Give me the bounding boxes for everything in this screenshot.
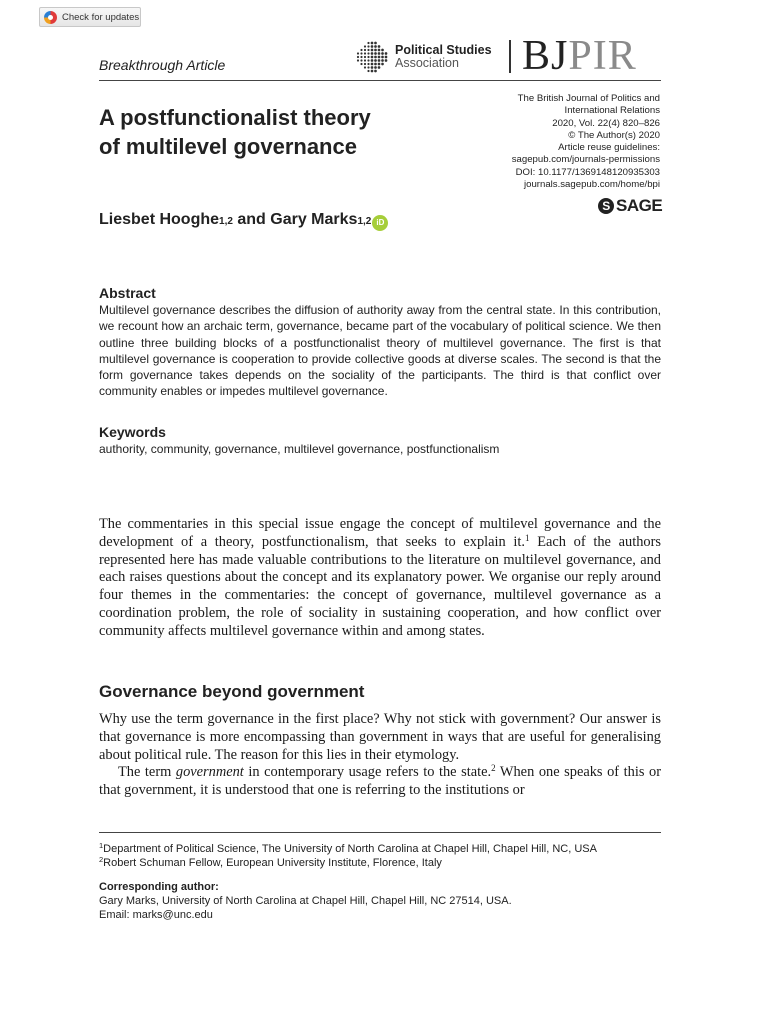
psa-wordmark [395,44,492,70]
corresponding-author [99,880,661,922]
logo-dot [371,49,374,52]
psa-line1: Political Studies [395,43,492,57]
logo-dot [360,59,362,61]
logo-dot [381,63,384,66]
author-name: Liesbet Hooghe [99,211,220,228]
logo-dot [371,63,374,66]
sage-s-icon: S [598,198,614,214]
affiliation-marker: 1,2 [219,216,233,227]
logo-dot [374,49,377,52]
header-divider [99,80,661,81]
body-paragraph [99,764,661,800]
logo-dot [364,66,366,68]
logo-dot [371,66,374,69]
logo-dot [385,52,388,55]
logo-dot [374,56,377,59]
journal-logo [522,33,637,79]
logo-dot [360,52,362,54]
abstract-heading: Abstract [99,285,156,301]
logo-dot [374,63,377,66]
check-for-updates-label: Check for updates [62,11,140,23]
logo-dot [371,59,374,62]
logo-dot [381,59,384,62]
footnote-marker[interactable]: 2 [491,763,496,773]
journal-info [430,93,660,191]
logo-dot [364,45,366,47]
logo-dot [367,49,369,51]
logo-dot [371,52,374,55]
logo-dot [360,56,362,58]
intro-text: Each of the authors represented here has made valuable contributions to the literature on multilevel governance, and each raises questions about the concept and its explanatory power. We organise our reply around four themes in the commentaries: the concept of governance, multilevel governance as a coordination problem, the role of sociality in sustaining cooperation, and how conflict over community affects multilevel governance within and among states. [99,533,661,639]
journal-logo-bj: BJ [522,33,569,79]
affiliation-text: Department of Political Science, The University of North Carolina at Chapel Hill, Chapel Hill, NC, USA [103,843,597,855]
logo-dot [364,56,366,58]
political-studies-association-logo-icon [356,41,388,73]
journal-info-line: Article reuse guidelines: [558,142,660,154]
logo-dot [374,70,377,73]
logo-dot [367,70,369,72]
sage-logo [598,196,662,216]
body-text: in contemporary usage refers to the state. [243,764,492,780]
body-text: When one speaks of this or that government, it is understood that one is referring to the institutions or [99,764,661,798]
logo-dot [367,45,369,47]
intro-paragraph [99,516,661,641]
intro-text: The commentaries in this special issue engage the concept of multilevel governance and the development of a theory, postfunctionalism, that seeks to explain it. [99,516,661,550]
journal-home-link[interactable]: journals.sagepub.com/home/bpi [524,179,660,191]
logo-dot [381,49,384,52]
logo-dot [364,49,366,51]
doi-link[interactable]: DOI: 10.1177/1369148120935303 [515,166,660,178]
logo-dot [371,42,374,45]
check-for-updates-button[interactable] [39,7,141,27]
logo-dot [367,42,369,44]
logo-dot [378,63,381,66]
affiliation-number: 2 [99,855,104,864]
logo-dot [367,59,369,61]
logo-dot [357,59,359,61]
journal-info-line: The British Journal of Politics and [517,93,660,104]
body-text: The term [118,764,176,780]
logo-dot [364,63,366,65]
logo-dot [378,45,381,48]
logo-dot [374,45,377,48]
affiliation-number: 1 [99,841,104,850]
logo-dot [364,52,366,54]
logo-dot [367,66,369,68]
logo-dot [371,56,374,59]
crossmark-icon [44,11,57,24]
article-type-label: Breakthrough Article [99,57,226,73]
logo-dot [364,59,366,61]
logo-dot [374,59,377,62]
logo-dot [360,63,362,65]
emphasized-term: government [175,764,244,780]
logo-dot [381,52,384,55]
journal-logo-pir: PIR [568,33,637,79]
author-list [99,211,388,230]
logo-dot [371,45,374,48]
footnote-marker[interactable]: 1 [525,532,530,543]
journal-info-line: © The Author(s) 2020 [568,129,660,141]
psa-line2: Association [395,56,459,70]
logo-dot [357,56,359,58]
affiliation-text: Robert Schuman Fellow, European University Institute, Florence, Italy [103,857,442,869]
section-heading: Governance beyond government [99,682,365,701]
body-paragraph: Why use the term governance in the first place? Why not stick with government? Our answer is that governance is more encompassing than government in ways that are useful for generalising about political rule. The reason for this lies in their etymology. [99,711,661,763]
logo-dot [378,59,381,62]
journal-info-line: International Relations [564,105,660,117]
affiliation-line [99,842,661,856]
affiliations [99,842,661,870]
logo-dot [385,59,388,62]
title-line-1: A postfunctionalist theory [99,105,371,130]
logo-divider [509,40,511,73]
logo-dot [371,70,374,73]
author-name: Gary Marks [270,211,358,228]
logo-dot [378,66,381,69]
logo-dot [374,42,377,45]
footnote-divider [99,832,661,833]
sage-wordmark: SAGE [616,196,663,215]
permissions-link[interactable]: sagepub.com/journals-permissions [511,154,660,166]
corresponding-author-address: Gary Marks, University of North Carolina at Chapel Hill, Chapel Hill, NC 27514, USA. [99,895,512,907]
corresponding-author-heading: Corresponding author: [99,881,219,893]
affiliation-line [99,856,661,870]
logo-dot [360,49,362,51]
logo-dot [367,63,369,65]
title-line-2: of multilevel governance [99,134,357,159]
logo-dot [378,52,381,55]
corresponding-author-email[interactable]: Email: marks@unc.edu [99,909,213,921]
orcid-icon[interactable]: iD [372,215,388,231]
logo-dot [374,52,377,55]
logo-dot [385,56,388,59]
logo-dot [381,56,384,59]
logo-dot [357,52,359,54]
author-conjunction: and [232,211,271,228]
logo-dot [378,56,381,59]
logo-dot [378,49,381,52]
keywords-text: authority, community, governance, multilevel governance, postfunctionalism [99,442,500,456]
logo-dot [374,66,377,69]
journal-info-line: 2020, Vol. 22(4) 820–826 [552,117,660,129]
affiliation-marker: 1,2 [357,216,372,227]
article-title [99,103,439,161]
keywords-heading: Keywords [99,424,166,440]
abstract-text: Multilevel governance describes the diffusion of authority away from the central state. In this contribution, we recount how an archaic term, governance, became part of the vocabulary of political science. We then outline three building blocks of a postfunctionalist theory of multilevel governance. The first is that multilevel governance is cooperation to provide collective goods at diverse scales. The second is that the form governance takes depends on the sociality of the participants. The third is that conflict over community enables or impedes multilevel governance. [99,303,661,399]
logo-dot [367,56,369,58]
logo-dot [367,52,369,54]
